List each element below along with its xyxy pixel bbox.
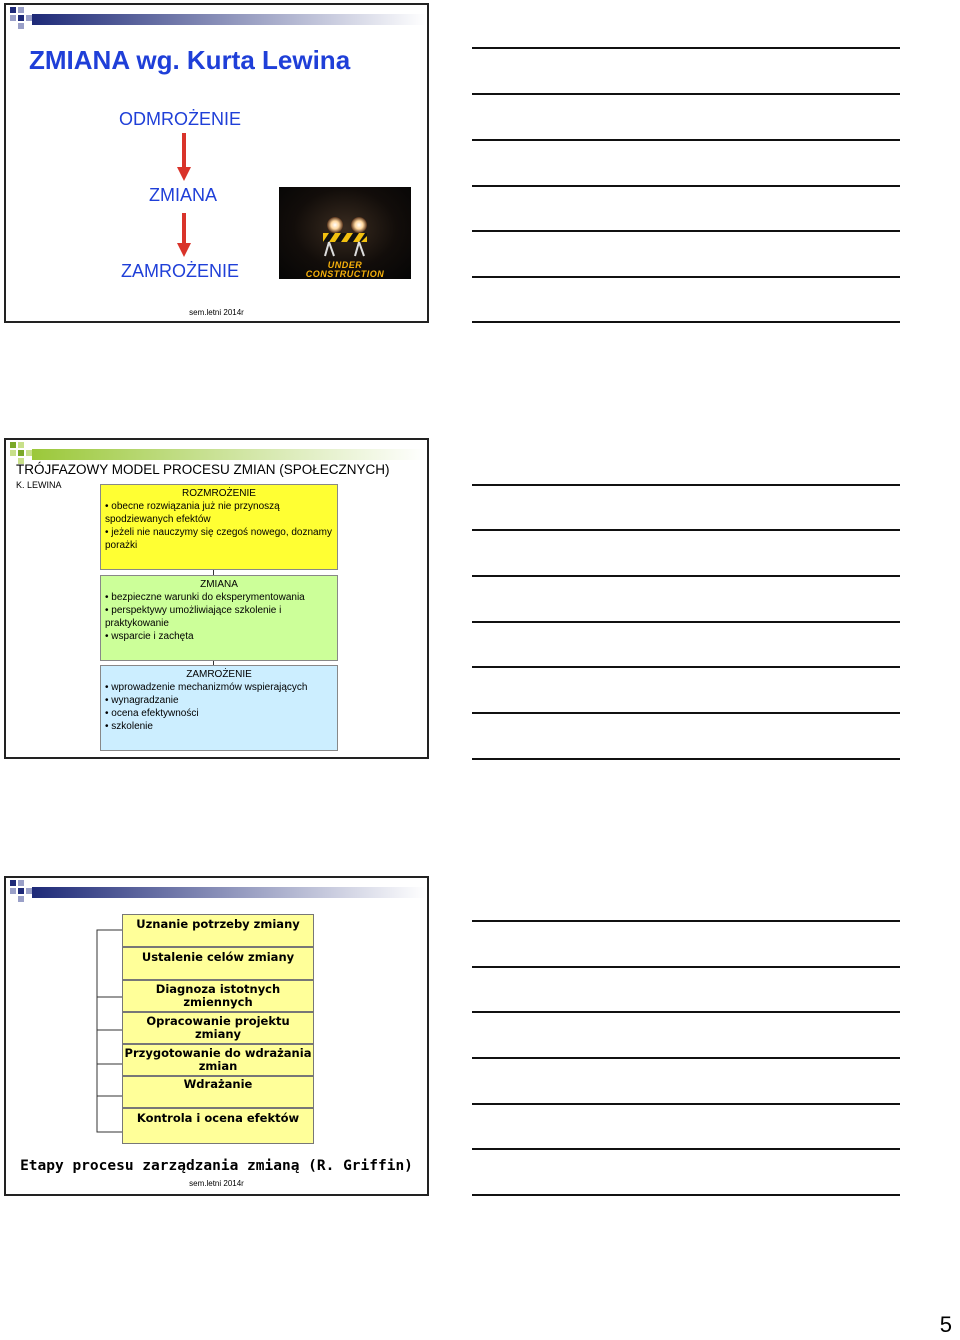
slide-decoration <box>6 5 426 29</box>
phase-heading: ZAMROŻENIE <box>186 669 252 680</box>
note-line <box>472 666 900 668</box>
slide-1 <box>4 3 429 323</box>
phase-box-unfreeze <box>100 484 338 570</box>
note-line <box>472 230 900 232</box>
phase-item: • jeżeli nie nauczymy się czegoś nowego, doznamy porażki <box>105 527 332 551</box>
phase-item: • wynagradzanie <box>105 695 179 706</box>
note-line <box>472 758 900 760</box>
note-line <box>472 321 900 323</box>
note-line <box>472 1194 900 1196</box>
slide-title: TRÓJFAZOWY MODEL PROCESU ZMIAN (SPOŁECZNYCH) <box>16 462 390 477</box>
construction-text: CONSTRUCTION <box>305 269 385 279</box>
phase-item: • ocena efektywności <box>105 708 199 719</box>
under-text: UNDER <box>327 260 363 270</box>
note-line <box>472 1057 900 1059</box>
phase-item: • wsparcie i zachęta <box>105 631 194 642</box>
step-unfreeze: ODMROŻENIE <box>118 109 241 129</box>
note-line <box>472 966 900 968</box>
note-line <box>472 185 900 187</box>
note-line <box>472 621 900 623</box>
slide-3 <box>4 876 429 1196</box>
note-line <box>472 1011 900 1013</box>
note-line <box>472 1148 900 1150</box>
process-step: Uznanie potrzeby zmiany <box>122 914 314 947</box>
process-step: Ustalenie celów zmiany <box>122 947 314 980</box>
page-number: 5 <box>939 1312 952 1337</box>
phase-box-change <box>100 575 338 661</box>
phase-item: • perspektywy umożliwiające szkolenie i praktykowanie <box>105 605 282 629</box>
note-line <box>472 712 900 714</box>
note-line <box>472 484 900 486</box>
slide-2 <box>4 438 429 759</box>
slide-decoration <box>6 878 426 902</box>
slide-footer: sem.letni 2014r <box>189 1179 244 1188</box>
phase-item: • szkolenie <box>105 721 153 732</box>
phase-box-refreeze <box>100 665 338 751</box>
under-construction-image <box>279 187 411 279</box>
note-line <box>472 93 900 95</box>
phase-item: • wprowadzenie mechanizmów wspierających <box>105 682 308 693</box>
feedback-connector <box>94 918 124 1138</box>
slide-decoration <box>6 440 426 464</box>
note-line <box>472 139 900 141</box>
arrow-down-icon <box>177 133 191 181</box>
phase-heading: ZMIANA <box>200 579 238 590</box>
step-refreeze: ZAMROŻENIE <box>120 261 239 281</box>
phase-heading: ROZMROŻENIE <box>182 488 256 499</box>
slide-subtitle: K. LEWINA <box>16 480 62 490</box>
phase-item: • obecne rozwiązania już nie przynoszą spodziewanych efektów <box>105 501 280 525</box>
process-step: Opracowanie projektu zmiany <box>122 1012 314 1044</box>
note-line <box>472 575 900 577</box>
process-step: Diagnoza istotnych zmiennych <box>122 980 314 1012</box>
process-step: Kontrola i ocena efektów <box>122 1108 314 1144</box>
slide-title: ZMIANA wg. Kurta Lewina <box>29 45 351 75</box>
note-line <box>472 276 900 278</box>
slide-footer: sem.letni 2014r <box>189 308 244 317</box>
note-line <box>472 1103 900 1105</box>
process-step: Wdrażanie <box>122 1076 314 1108</box>
process-step: Przygotowanie do wdrażania zmian <box>122 1044 314 1076</box>
note-line <box>472 529 900 531</box>
phase-item: • bezpieczne warunki do eksperymentowania <box>105 592 305 603</box>
barrier-icon <box>321 231 369 257</box>
note-line <box>472 47 900 49</box>
slide-caption: Etapy procesu zarządzania zmianą (R. Griffin) <box>20 1158 413 1174</box>
step-change: ZMIANA <box>148 185 217 205</box>
arrow-down-icon <box>177 213 191 257</box>
note-line <box>472 920 900 922</box>
